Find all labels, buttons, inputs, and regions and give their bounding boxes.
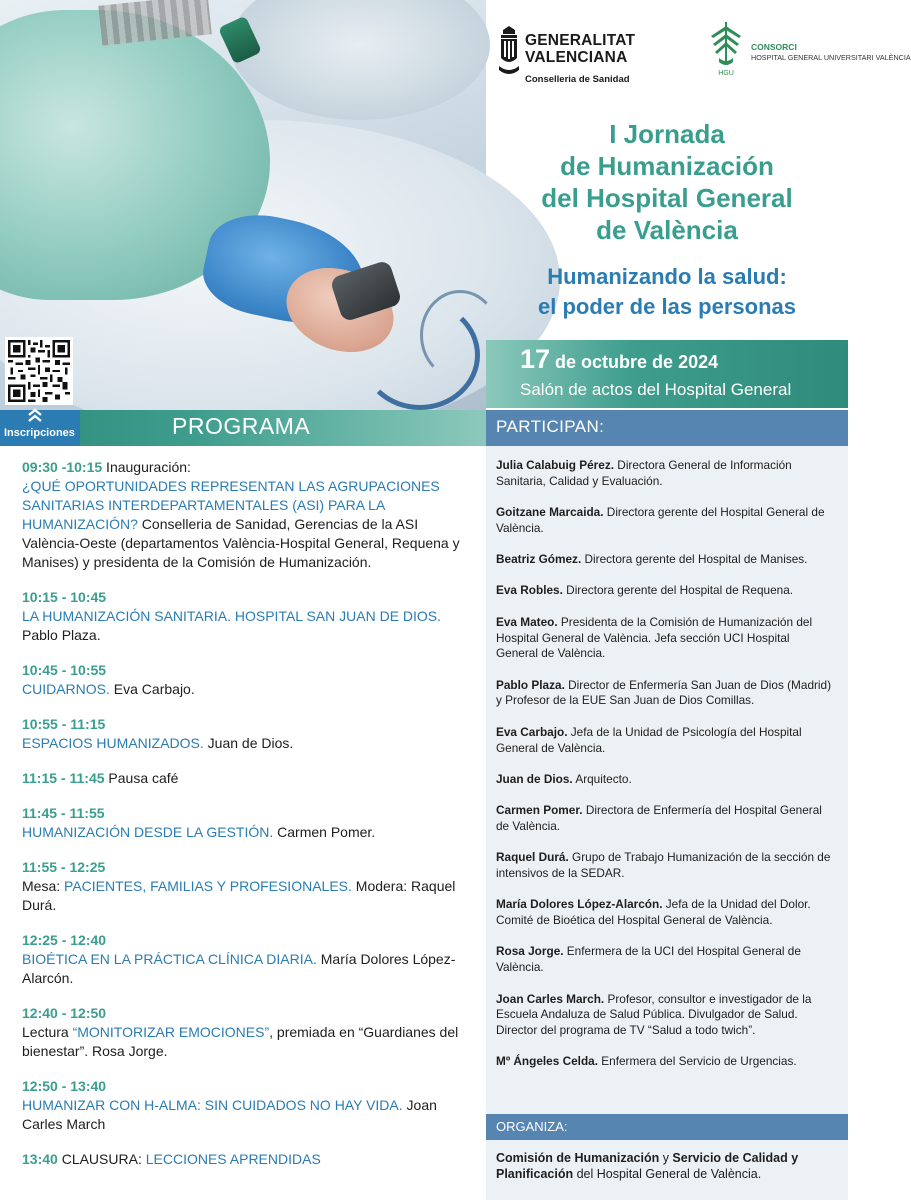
slot-topic: BIOÉTICA EN LA PRÁCTICA CLÍNICA DIARIA. <box>22 951 317 967</box>
program-slot <box>22 769 472 788</box>
registration-label: Inscripciones <box>4 427 75 439</box>
participant-name: Beatriz Gómez. <box>496 552 582 567</box>
participant-role: Directora de Enfermería del Hospital General de València. <box>496 803 822 833</box>
participant-name: Juan de Dios. <box>496 771 573 786</box>
program-slot <box>22 715 472 753</box>
slot-topic: HUMANIZAR CON H-ALMA: SIN CUIDADOS NO HAY VIDA. <box>22 1097 403 1113</box>
participant-role: Directora General de Información Sanitaria, Calidad y Evaluación. <box>496 458 792 488</box>
slot-time: 11:15 - 11:45 <box>22 770 105 786</box>
participant-role: Enfermera del Servicio de Urgencias. <box>597 1054 797 1069</box>
program-slot <box>22 858 472 915</box>
date-banner <box>486 340 848 408</box>
participant-name: Carmen Pomer. <box>496 803 583 818</box>
subtitle-line: el poder de las personas <box>538 294 796 319</box>
program-slot <box>22 1077 472 1134</box>
participant-name: Eva Carbajo. <box>496 724 568 739</box>
participant-name: Julia Calabuig Pérez. <box>496 458 615 472</box>
participant-item <box>496 615 832 662</box>
organizer-header <box>486 1114 848 1140</box>
program-slot <box>22 458 472 572</box>
participant-name: Joan Carles March. <box>496 991 605 1006</box>
gv-department: Conselleria de Sanidad <box>525 74 630 85</box>
slot-text: Inauguración: <box>102 459 191 475</box>
event-title <box>486 118 848 246</box>
participant-name: María Dolores López-Alarcón. <box>496 897 663 912</box>
registration-qr-code[interactable] <box>5 337 73 405</box>
participant-name: Eva Robles. <box>496 583 563 598</box>
slot-text: Conselleria de Sanidad, Gerencias de la ASI València-Oeste (departamentos València-Hospital General, Requena y Manises) y presidenta de la Comisión de Humanización. <box>22 516 460 570</box>
title-line: de València <box>596 215 738 245</box>
participant-item <box>496 583 832 599</box>
participant-item <box>496 1054 832 1070</box>
slot-text: Mesa: <box>22 878 65 894</box>
generalitat-emblem-icon <box>497 24 521 80</box>
slot-text: Pausa café <box>104 770 179 786</box>
program-list <box>22 458 472 1185</box>
participant-item <box>496 505 832 537</box>
participant-role: Director de Enfermería San Juan de Dios (Madrid) y Profesor de la EUE San Juan de Dios Comillas. <box>496 677 832 708</box>
participants-header <box>486 410 848 446</box>
program-slot <box>22 931 472 988</box>
slot-text: Joan Carles March <box>22 1097 437 1132</box>
participant-name: Raquel Durá. <box>496 850 569 865</box>
event-day: 17 <box>520 344 551 374</box>
organizer-title: ORGANIZA: <box>496 1119 568 1134</box>
participant-role: Arquitecto. <box>572 771 632 786</box>
event-subtitle <box>486 262 848 322</box>
participants-title: PARTICIPAN: <box>496 417 605 436</box>
title-line: I Jornada <box>609 119 725 149</box>
participant-role: Directora gerente del Hospital de Requena. <box>562 583 794 598</box>
subtitle-line: Humanizando la salud: <box>547 264 787 289</box>
participant-role: Enfermera de la UCI del Hospital General de València. <box>496 944 801 975</box>
participant-item <box>496 678 832 710</box>
participant-item <box>496 944 832 976</box>
participant-role: Directora gerente del Hospital de Manises. <box>581 552 808 567</box>
registration-link[interactable] <box>0 407 80 445</box>
slot-text: Modera: Raquel Durá. <box>22 878 456 913</box>
slot-topic: “MONITORIZAR EMOCIONES” <box>72 1024 270 1040</box>
participant-item <box>496 850 832 882</box>
event-date-rest: de octubre de 2024 <box>550 352 719 372</box>
participant-name: Eva Mateo. <box>496 614 558 629</box>
participant-role: Grupo de Trabajo Humanización de la sección de intensivos de la SEDAR. <box>496 850 831 881</box>
title-line: del Hospital General <box>541 183 793 213</box>
program-slot <box>22 804 472 842</box>
participant-item <box>496 552 832 568</box>
participant-role: Jefa de la Unidad del Dolor. Comité de Bioética del Hospital General de València. <box>496 897 811 928</box>
event-place: Salón de actos del Hospital General <box>520 380 792 399</box>
participant-role: Profesor, consultor e investigador de la Escuela Andaluza de Salud Pública. Divulgador de Salud. Director del programa de TV “Salud a todo twich”. <box>496 991 812 1038</box>
gv-name-line1: GENERALITAT <box>525 32 636 49</box>
program-slot <box>22 661 472 699</box>
participant-item <box>496 992 832 1039</box>
participants-list <box>496 458 832 1086</box>
hg-name: HOSPITAL GENERAL UNIVERSITARI VALÈNCIA <box>751 53 911 62</box>
organizer-joiner: y <box>659 1151 673 1165</box>
participant-role: Directora gerente del Hospital General de València. <box>496 505 825 535</box>
hospital-emblem-icon <box>707 20 745 78</box>
participant-item <box>496 772 832 788</box>
title-line: de Humanización <box>560 151 774 181</box>
slot-time: 12:40 - 12:50 <box>22 1005 107 1021</box>
organizer-rest: del Hospital General de València. <box>573 1167 762 1181</box>
participant-role: Jefa de la Unidad de Psicología del Hospital General de València. <box>496 724 802 755</box>
program-title: PROGRAMA <box>172 413 311 439</box>
slot-time: 10:45 - 10:55 <box>22 662 107 678</box>
slot-text: Juan de Dios. <box>203 735 294 751</box>
slot-time: 13:40 <box>22 1151 58 1167</box>
slot-time: 10:55 - 11:15 <box>22 716 106 732</box>
slot-time: 09:30 -10:15 <box>22 459 103 475</box>
organizer-text <box>496 1150 832 1182</box>
participant-item <box>496 803 832 835</box>
slot-topic: CUIDARNOS. <box>22 681 110 697</box>
slot-text: María Dolores López-Alarcón. <box>22 951 456 986</box>
slot-text: Pablo Plaza. <box>22 627 101 643</box>
hospital-emblem-letters: HGU <box>718 70 734 77</box>
participant-item <box>496 725 832 757</box>
slot-text: Eva Carbajo. <box>109 681 195 697</box>
participant-name: Goitzane Marcaida. <box>496 505 604 520</box>
slot-time: 12:25 - 12:40 <box>22 932 107 948</box>
slot-text: CLAUSURA: <box>57 1151 146 1167</box>
slot-time: 12:50 - 13:40 <box>22 1078 107 1094</box>
participant-item <box>496 458 832 490</box>
gv-name-line2: VALENCIANA <box>525 49 628 66</box>
slot-topic: PACIENTES, FAMILIAS Y PROFESIONALES. <box>64 878 352 894</box>
participant-role: Presidenta de la Comisión de Humanización del Hospital General de València. Jefa sección UCI Hospital General de València. <box>496 614 813 661</box>
participant-name: Mº Ángeles Celda. <box>496 1054 598 1069</box>
slot-topic: ESPACIOS HUMANIZADOS. <box>22 735 204 751</box>
organizer-org1: Comisión de Humanización <box>496 1151 660 1165</box>
chevron-up-icon <box>26 407 44 423</box>
slot-time: 10:15 - 10:45 <box>22 589 107 605</box>
hg-consorci: CONSORCI <box>751 42 797 52</box>
slot-text: Lectura <box>22 1024 73 1040</box>
slot-topic: HUMANIZACIÓN DESDE LA GESTIÓN. <box>22 824 274 840</box>
program-slot <box>22 1004 472 1061</box>
organizer-org2: Servicio de Calidad y Planificación <box>496 1151 799 1181</box>
participant-name: Pablo Plaza. <box>496 677 565 692</box>
slot-topic: LA HUMANIZACIÓN SANITARIA. HOSPITAL SAN JUAN DE DIOS. <box>22 608 442 624</box>
slot-text: , premiada en “Guardianes del bienestar”. Rosa Jorge. <box>22 1024 459 1059</box>
program-slot <box>22 1150 472 1169</box>
slot-time: 11:45 - 11:55 <box>22 805 105 821</box>
program-slot <box>22 588 472 645</box>
slot-topic: ¿QUÉ OPORTUNIDADES REPRESENTAN LAS AGRUPACIONES SANITARIAS INTERDEPARTAMENTALES (ASI) PARA LA HUMANIZACIÓN? <box>22 478 440 532</box>
participant-name: Rosa Jorge. <box>496 944 564 959</box>
slot-time: 11:55 - 12:25 <box>22 859 106 875</box>
slot-text: Carmen Pomer. <box>273 824 376 840</box>
event-date <box>520 344 718 375</box>
participant-item <box>496 897 832 929</box>
slot-topic: LECCIONES APRENDIDAS <box>145 1151 321 1167</box>
